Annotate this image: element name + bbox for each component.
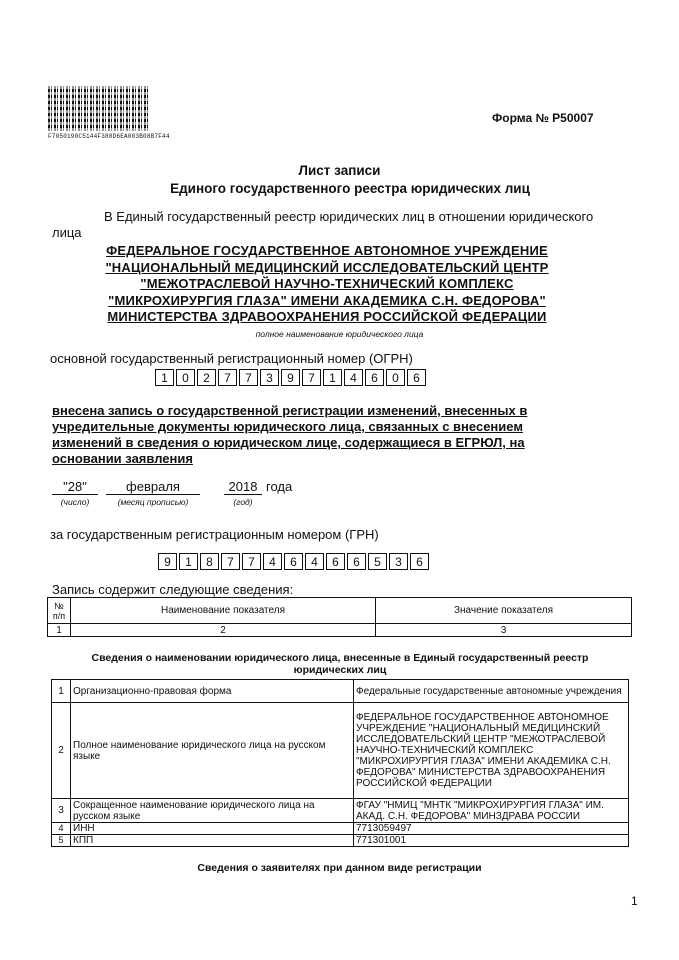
intro-text: В Единый государственный реестр юридических лиц в отношении юридического <box>104 209 594 224</box>
ogrn-digit: 4 <box>344 369 363 386</box>
column-value-index: 3 <box>376 624 632 637</box>
date-year-suffix: года <box>266 479 293 494</box>
record-statement <box>52 403 592 467</box>
grn-digits <box>158 553 431 570</box>
ogrn-digit: 6 <box>407 369 426 386</box>
table-row <box>52 835 629 847</box>
date-year: 2018 <box>224 479 262 495</box>
grn-digit: 6 <box>326 553 345 570</box>
record-line: учредительные документы юридического лица, связанных с внесением <box>52 419 523 434</box>
record-line: внесена запись о государственной регистрации изменений, внесенных в <box>52 403 528 418</box>
org-name-line: "МЕЖОТРАСЛЕВОЙ НАУЧНО-ТЕХНИЧЕСКИЙ КОМПЛЕКС <box>140 276 514 291</box>
row-value: 771301001 <box>354 835 629 847</box>
grn-digit: 1 <box>179 553 198 570</box>
record-line: изменений в сведения о юридическом лице, содержащиеся в ЕГРЮЛ, на <box>52 435 525 450</box>
column-number-header: № п/п <box>48 598 71 624</box>
row-value: ФЕДЕРАЛЬНОЕ ГОСУДАРСТВЕННОЕ АВТОНОМНОЕ УЧРЕЖДЕНИЕ "НАЦИОНАЛЬНЫЙ МЕДИЦИНСКИЙ ИССЛЕДОВАТЕЛЬСКИЙ ЦЕНТР "МЕЖОТРАСЛЕВОЙ НАУЧНО-ТЕХНИЧЕСКИЙ КОМПЛЕКС "МИКРОХИРУРГИЯ ГЛАЗА" ИМЕНИ АКАДЕМИКА С.Н. ФЕДОРОВА" МИНИСТЕРСТВА ЗДРАВООХРАНЕНИЯ РОССИЙСКОЙ ФЕДЕРАЦИИ <box>354 703 629 799</box>
org-name-line: "МИКРОХИРУРГИЯ ГЛАЗА" ИМЕНИ АКАДЕМИКА С.Н. ФЕДОРОВА" <box>108 292 546 308</box>
grn-label: за государственным регистрационным номером (ГРН) <box>50 527 379 542</box>
barcode <box>48 86 148 131</box>
column-indicator-index: 2 <box>71 624 376 637</box>
column-indicator-header: Наименование показателя <box>71 598 376 624</box>
section-title-name-info <box>60 652 620 676</box>
barcode-text: F7050190C5144F388D6EA003B08B7F44 <box>48 133 170 140</box>
row-number: 4 <box>52 823 71 835</box>
grn-digit: 7 <box>221 553 240 570</box>
table-row <box>52 680 629 703</box>
ogrn-digits <box>155 369 428 386</box>
org-name-line: ФЕДЕРАЛЬНОЕ ГОСУДАРСТВЕННОЕ АВТОНОМНОЕ УЧРЕЖДЕНИЕ <box>106 243 548 258</box>
grn-digit: 7 <box>242 553 261 570</box>
grn-digit: 3 <box>389 553 408 570</box>
date-month: февраля <box>106 479 200 495</box>
grn-digit: 4 <box>263 553 282 570</box>
ogrn-digit: 6 <box>365 369 384 386</box>
ogrn-digit: 2 <box>197 369 216 386</box>
column-number-index: 1 <box>48 624 71 637</box>
ogrn-label: основной государственный регистрационный номер (ОГРН) <box>50 351 413 366</box>
grn-digit: 6 <box>347 553 366 570</box>
grn-digit: 6 <box>284 553 303 570</box>
grn-digit: 9 <box>158 553 177 570</box>
record-contents-label: Запись содержит следующие сведения: <box>52 582 294 597</box>
row-number: 1 <box>52 680 71 703</box>
ogrn-digit: 7 <box>239 369 258 386</box>
org-name-caption: полное наименование юридического лица <box>255 329 424 339</box>
row-indicator: Полное наименование юридического лица на русском языке <box>71 703 354 799</box>
section-title-line: юридических лиц <box>293 664 387 676</box>
ogrn-digit: 1 <box>323 369 342 386</box>
section-title-applicants: Сведения о заявителях при данном виде регистрации <box>197 862 482 874</box>
row-indicator: Сокращенное наименование юридического лица на русском языке <box>71 799 354 823</box>
name-info-table <box>51 679 629 847</box>
organization-full-name <box>72 243 582 326</box>
grn-digit: 5 <box>368 553 387 570</box>
row-number: 3 <box>52 799 71 823</box>
row-indicator: Организационно-правовая форма <box>71 680 354 703</box>
org-name-line: "НАЦИОНАЛЬНЫЙ МЕДИЦИНСКИЙ ИССЛЕДОВАТЕЛЬСКИЙ ЦЕНТР <box>105 259 549 275</box>
table-row <box>52 799 629 823</box>
grn-digit: 8 <box>200 553 219 570</box>
record-line: основании заявления <box>52 451 193 466</box>
date-day: "28" <box>52 479 98 495</box>
ogrn-digit: 0 <box>386 369 405 386</box>
row-value: ФГАУ "НМИЦ "МНТК "МИКРОХИРУРГИЯ ГЛАЗА" ИМ. АКАД. С.Н. ФЕДОРОВА" МИНЗДРАВА РОССИИ <box>354 799 629 823</box>
form-number: Форма № Р50007 <box>492 111 594 125</box>
date-month-caption: (месяц прописью) <box>117 497 189 507</box>
table-row <box>52 823 629 835</box>
ogrn-digit: 1 <box>155 369 174 386</box>
ogrn-digit: 7 <box>218 369 237 386</box>
row-indicator: ИНН <box>71 823 354 835</box>
org-name-line: МИНИСТЕРСТВА ЗДРАВООХРАНЕНИЯ РОССИЙСКОЙ ФЕДЕРАЦИИ <box>107 309 547 324</box>
document-title: Лист записи <box>298 163 381 178</box>
grn-digit: 4 <box>305 553 324 570</box>
ogrn-digit: 9 <box>281 369 300 386</box>
table-row <box>52 703 629 799</box>
columns-header-table <box>47 597 632 637</box>
ogrn-digit: 0 <box>176 369 195 386</box>
row-number: 2 <box>52 703 71 799</box>
intro-text-continued: лица <box>52 225 82 240</box>
document-subtitle: Единого государственного реестра юридических лиц <box>170 181 530 196</box>
row-value: 7713059497 <box>354 823 629 835</box>
row-indicator: КПП <box>71 835 354 847</box>
section-title-line: Сведения о наименовании юридического лица, внесенные в Единый государственный реестр <box>91 652 589 664</box>
row-number: 5 <box>52 835 71 847</box>
column-value-header: Значение показателя <box>376 598 632 624</box>
ogrn-digit: 3 <box>260 369 279 386</box>
date-day-caption: (число) <box>60 497 90 507</box>
ogrn-digit: 7 <box>302 369 321 386</box>
date-year-caption: (год) <box>233 497 253 507</box>
grn-digit: 6 <box>410 553 429 570</box>
row-value: Федеральные государственные автономные учреждения <box>354 680 629 703</box>
page-number: 1 <box>631 894 638 908</box>
